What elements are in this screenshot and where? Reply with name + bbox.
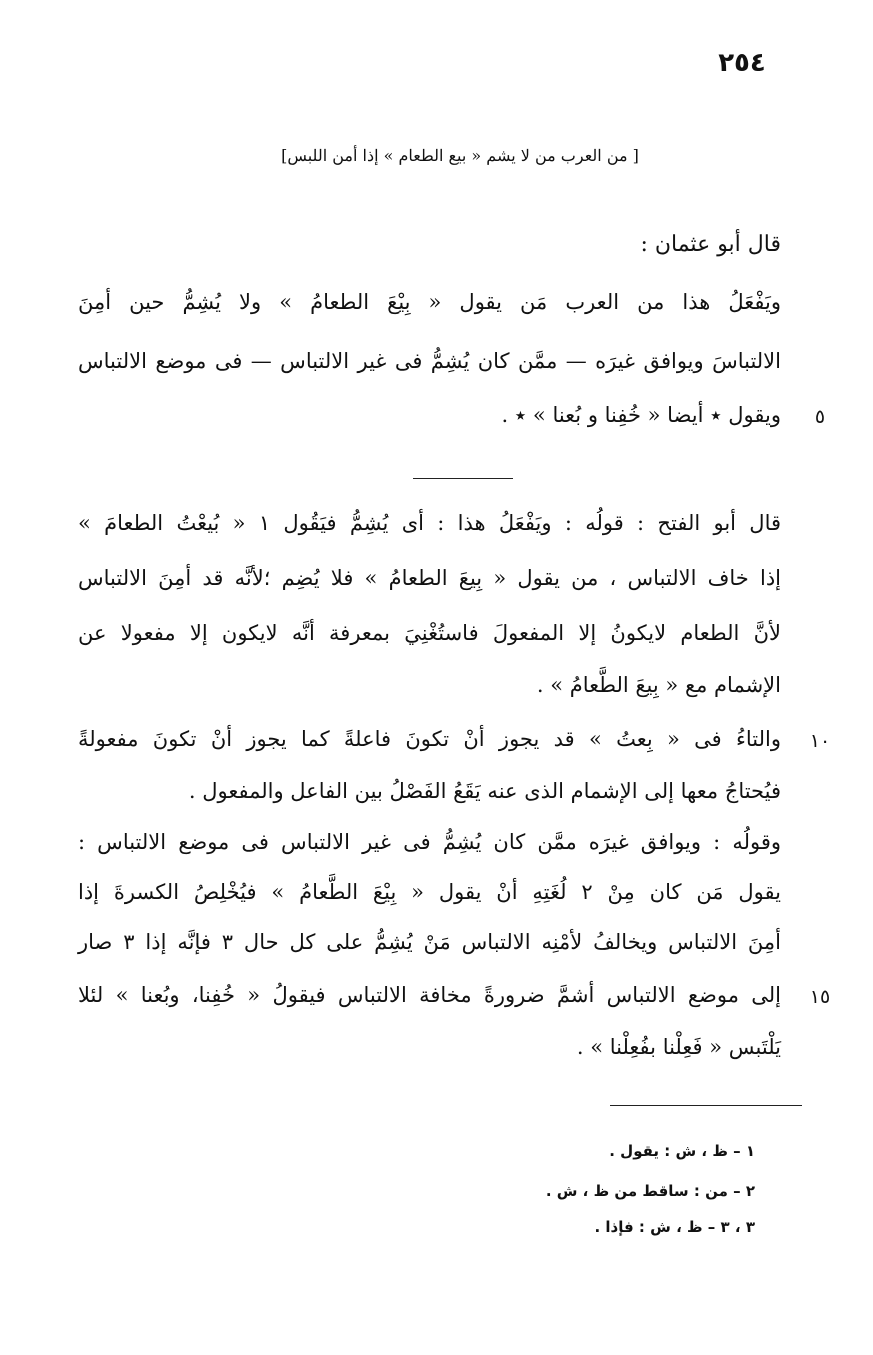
text-line: إذا خاف الالتباس ، من يقول « بِيعَ الطعامُ » فلا يُضِم ؛لأنَّه قد أمِنَ الالتباس xyxy=(78,566,781,590)
text-line: وقولُه : ويوافق غيرَه ممَّن كان يُشِمُّ فى غير الالتباس فى موضع الالتباس : xyxy=(78,830,781,854)
text-line: يقول مَن كان مِنْ ٢ لُغَتِهِ أنْ يقول « بِيْعَ الطَّعامُ » فيُخْلِصُ الكسرةَ إذا xyxy=(78,880,781,904)
text-line: الالتباسَ ويوافق غيرَه — ممَّن كان يُشِمُّ فى غير الالتباس — فى موضع الالتباس xyxy=(78,349,781,373)
text-line: والتاءُ فى « بِعتُ » قد يجوز أنْ تكونَ فاعلةً كما يجوز أنْ تكونَ مفعولةً xyxy=(78,727,781,751)
footnote-1: ١ – ظ ، ش : يقول . xyxy=(609,1142,755,1160)
footnote-3: ٣ ، ٣ – ظ ، ش : فإذا . xyxy=(594,1218,755,1236)
running-head: [ من العرب من لا يشم « بيع الطعام » إذا أمن اللبس] xyxy=(281,146,639,165)
section-divider xyxy=(413,478,513,479)
text-line: ويقول ٭ أيضا « خُفِنا و بُعنا » ٭ . xyxy=(501,403,781,427)
text-line: أمِنَ الالتباس ويخالفُ لأمْنِه الالتباس مَنْ يُشِمُّ على كل حال ٣ فإنَّه إذا ٣ صار xyxy=(78,930,781,954)
text-line: يَلْتَبس « فَعِلْنا بفُعِلْنا » . xyxy=(576,1035,781,1059)
line-number-15: ١٥ xyxy=(809,986,831,1008)
footnote-rule xyxy=(610,1105,802,1106)
footnote-2: ٢ – من : ساقط من ظ ، ش . xyxy=(545,1182,755,1200)
line-number-5: ٥ xyxy=(814,406,826,428)
text-line: إلى موضع الالتباس أشمَّ ضرورةً مخافة الالتباس فيقولُ « خُفِنا، وبُعنا » لئلا xyxy=(78,983,781,1007)
line-number-10: ١٠ xyxy=(809,730,831,752)
text-line: ويَفْعَلُ هذا من العرب مَن يقول « بِيْعَ الطعامُ » ولا يُشِمُّ حين أمِنَ xyxy=(78,290,781,314)
text-line: قال أبو الفتح : قولُه : ويَفْعَلُ هذا : أى يُشِمُّ فيَقُول ١ « بُيعْتُ الطعامَ » xyxy=(78,511,781,535)
text-line: فيُحتاجُ معها إلى الإشمام الذى عنه يَقَعُ الفَصْلُ بين الفاعل والمفعول . xyxy=(188,779,781,803)
text-line: لأنَّ الطعام لايكونُ إلا المفعولَ فاستُغْنِيَ بمعرفة أنَّه لايكون إلا مفعولا عن xyxy=(78,621,781,645)
text-line: الإشمام مع « بِيعَ الطَّعامُ » . xyxy=(536,673,781,697)
page-number: ٢٥٤ xyxy=(718,48,766,78)
section-heading-abu-uthman: قال أبو عثمان : xyxy=(640,232,781,257)
